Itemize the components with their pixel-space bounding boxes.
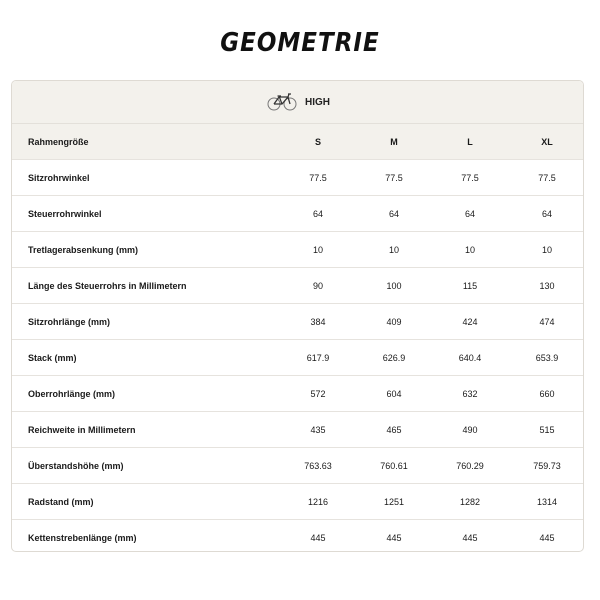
row-value: 424: [462, 317, 478, 327]
row-value: 435: [310, 425, 326, 435]
row-value: 660: [539, 389, 555, 399]
row-value: 1314: [536, 497, 558, 507]
row-label: Kettenstrebenlänge (mm): [28, 533, 137, 543]
row-value: 130: [539, 281, 555, 291]
variant-header: [12, 81, 583, 124]
row-value: 760.29: [456, 461, 484, 471]
table-row: [12, 376, 583, 412]
row-value: 653.9: [535, 353, 559, 363]
row-value: 384: [310, 317, 326, 327]
row-value: 77.5: [461, 173, 479, 183]
table-row: [12, 304, 583, 340]
table-row: [12, 520, 583, 552]
row-value: 632: [462, 389, 478, 399]
variant-label: HIGH: [305, 96, 330, 108]
row-label: Länge des Steuerrohrs in Millimetern: [28, 281, 187, 291]
row-value: 1282: [459, 497, 481, 507]
row-value: 115: [462, 281, 478, 291]
row-value: 64: [388, 209, 399, 219]
row-value: 64: [464, 209, 475, 219]
row-value: 515: [539, 425, 555, 435]
size-header-row: [12, 124, 583, 160]
bicycle-icon: [267, 93, 297, 111]
row-label: Sitzrohrwinkel: [28, 173, 90, 183]
row-label: Steuerrohrwinkel: [28, 209, 102, 219]
size-header-l: L: [467, 137, 473, 147]
table-row: [12, 232, 583, 268]
row-value: 604: [386, 389, 402, 399]
geometry-table: [11, 80, 584, 552]
row-value: 445: [386, 533, 402, 543]
table-row: [12, 268, 583, 304]
row-value: 64: [312, 209, 323, 219]
row-value: 77.5: [309, 173, 327, 183]
row-value: 617.9: [306, 353, 330, 363]
row-value: 77.5: [538, 173, 556, 183]
row-label: Oberrohrlänge (mm): [28, 389, 116, 399]
table-row: [12, 196, 583, 232]
row-value: 763.63: [304, 461, 332, 471]
row-label: Reichweite in Millimetern: [28, 425, 136, 435]
size-header-s: S: [314, 137, 321, 147]
table-row: [12, 484, 583, 520]
row-value: 465: [386, 425, 402, 435]
row-value: 490: [462, 425, 478, 435]
row-value: 474: [539, 317, 555, 327]
row-value: 64: [541, 209, 552, 219]
row-label: Stack (mm): [28, 353, 77, 363]
row-value: 445: [310, 533, 326, 543]
row-label: Radstand (mm): [28, 497, 94, 507]
table-row: [12, 412, 583, 448]
size-header-label: Rahmengröße: [28, 137, 89, 147]
row-value: 90: [312, 281, 323, 291]
row-value: 640.4: [458, 353, 482, 363]
row-value: 10: [312, 245, 323, 255]
row-label: Überstandshöhe (mm): [28, 461, 124, 471]
table-row: [12, 448, 583, 484]
row-value: 10: [541, 245, 552, 255]
row-value: 100: [386, 281, 402, 291]
row-value: 572: [310, 389, 326, 399]
row-label: Sitzrohrlänge (mm): [28, 317, 111, 327]
row-value: 10: [388, 245, 399, 255]
row-value: 10: [464, 245, 475, 255]
size-header-xl: XL: [541, 137, 553, 147]
row-value: 409: [386, 317, 402, 327]
page-title: GEOMETRIE: [220, 28, 380, 58]
row-value: 445: [539, 533, 555, 543]
row-value: 445: [462, 533, 478, 543]
row-label: Tretlagerabsenkung (mm): [28, 245, 139, 255]
row-value: 1251: [383, 497, 405, 507]
table-row: [12, 340, 583, 376]
row-value: 626.9: [382, 353, 406, 363]
row-value: 77.5: [385, 173, 403, 183]
variant-selector: [267, 91, 330, 113]
row-value: 1216: [307, 497, 329, 507]
row-value: 759.73: [533, 461, 561, 471]
table-row: [12, 160, 583, 196]
row-value: 760.61: [380, 461, 408, 471]
size-header-m: M: [390, 137, 398, 147]
